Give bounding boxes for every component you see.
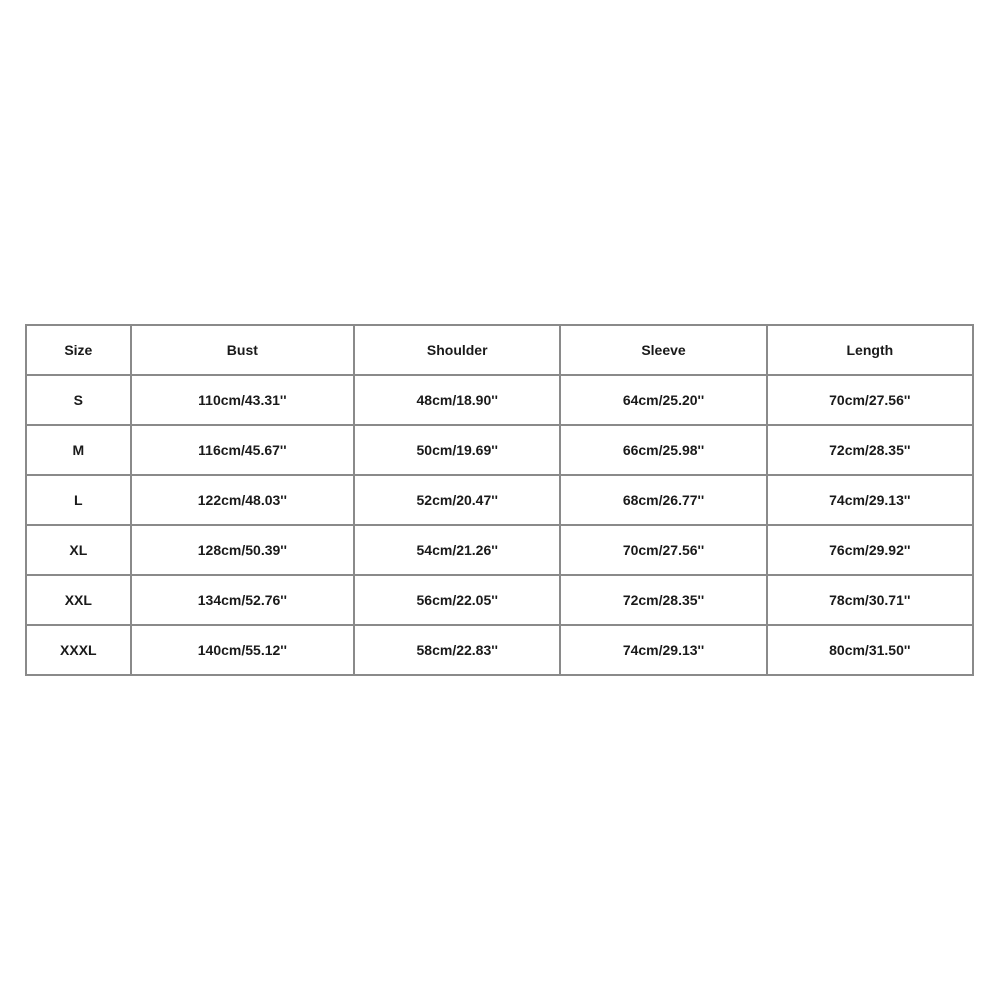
cell-size: XXL	[26, 575, 131, 625]
cell-bust: 140cm/55.12''	[131, 625, 354, 675]
header-size: Size	[26, 325, 131, 375]
table-row	[26, 425, 973, 475]
table-row	[26, 625, 973, 675]
table-row	[26, 575, 973, 625]
table-row	[26, 525, 973, 575]
cell-shoulder: 58cm/22.83''	[354, 625, 560, 675]
cell-sleeve: 66cm/25.98''	[560, 425, 766, 475]
size-chart-table	[25, 324, 974, 676]
cell-length: 72cm/28.35''	[767, 425, 973, 475]
header-bust: Bust	[131, 325, 354, 375]
cell-bust: 128cm/50.39''	[131, 525, 354, 575]
cell-size: XXXL	[26, 625, 131, 675]
cell-bust: 116cm/45.67''	[131, 425, 354, 475]
cell-size: L	[26, 475, 131, 525]
header-sleeve: Sleeve	[560, 325, 766, 375]
cell-bust: 122cm/48.03''	[131, 475, 354, 525]
cell-size: S	[26, 375, 131, 425]
cell-sleeve: 74cm/29.13''	[560, 625, 766, 675]
cell-length: 80cm/31.50''	[767, 625, 973, 675]
cell-length: 78cm/30.71''	[767, 575, 973, 625]
cell-shoulder: 48cm/18.90''	[354, 375, 560, 425]
cell-sleeve: 70cm/27.56''	[560, 525, 766, 575]
header-shoulder: Shoulder	[354, 325, 560, 375]
cell-length: 70cm/27.56''	[767, 375, 973, 425]
table-row	[26, 375, 973, 425]
cell-length: 74cm/29.13''	[767, 475, 973, 525]
cell-length: 76cm/29.92''	[767, 525, 973, 575]
cell-sleeve: 68cm/26.77''	[560, 475, 766, 525]
cell-sleeve: 72cm/28.35''	[560, 575, 766, 625]
cell-bust: 134cm/52.76''	[131, 575, 354, 625]
cell-bust: 110cm/43.31''	[131, 375, 354, 425]
cell-shoulder: 56cm/22.05''	[354, 575, 560, 625]
header-length: Length	[767, 325, 973, 375]
cell-shoulder: 54cm/21.26''	[354, 525, 560, 575]
cell-shoulder: 50cm/19.69''	[354, 425, 560, 475]
cell-shoulder: 52cm/20.47''	[354, 475, 560, 525]
cell-sleeve: 64cm/25.20''	[560, 375, 766, 425]
header-row	[26, 325, 973, 375]
cell-size: M	[26, 425, 131, 475]
table-row	[26, 475, 973, 525]
cell-size: XL	[26, 525, 131, 575]
